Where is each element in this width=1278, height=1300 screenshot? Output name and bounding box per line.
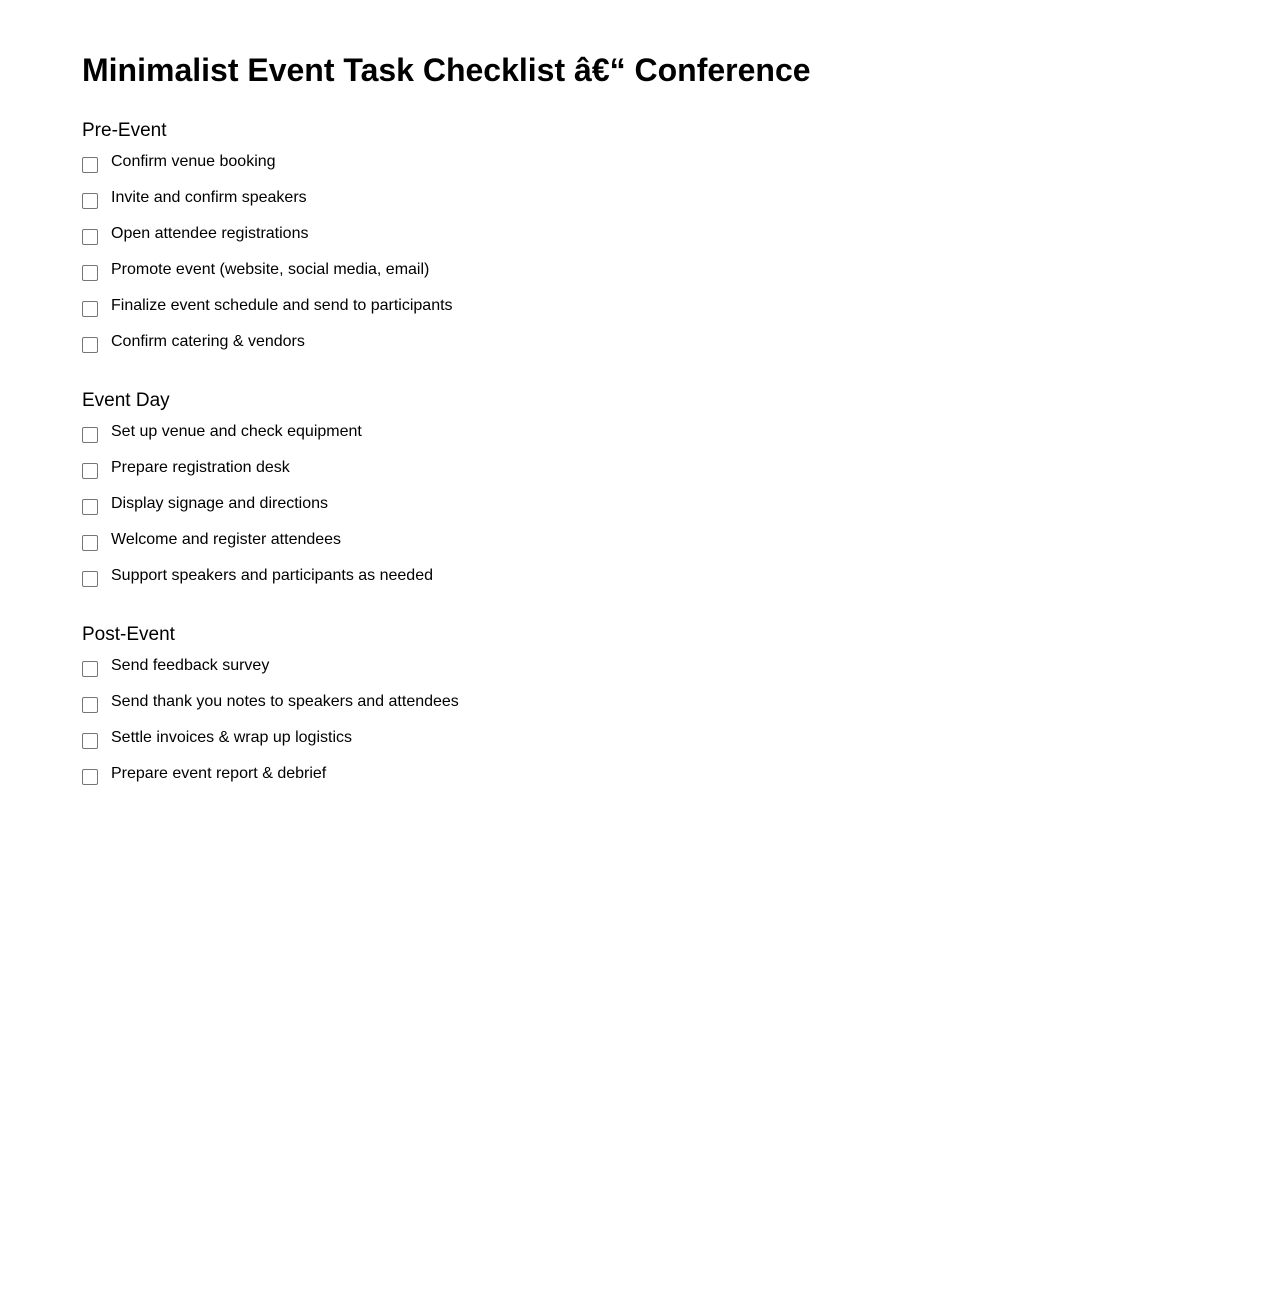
task-label[interactable]: Settle invoices & wrap up logistics: [111, 729, 352, 746]
task-checkbox[interactable]: [82, 499, 98, 515]
task-item: [82, 425, 433, 461]
task-list: [82, 425, 433, 605]
task-checkbox[interactable]: [82, 427, 98, 443]
page-title: Minimalist Event Task Checklist â€“ Conference: [82, 52, 811, 88]
task-item: [82, 191, 453, 227]
task-item: [82, 227, 453, 263]
task-checkbox[interactable]: [82, 193, 98, 209]
task-checkbox[interactable]: [82, 697, 98, 713]
task-label[interactable]: Prepare event report & debrief: [111, 765, 327, 782]
task-checkbox[interactable]: [82, 535, 98, 551]
task-item: [82, 263, 453, 299]
task-label[interactable]: Confirm venue booking: [111, 153, 276, 170]
task-label[interactable]: Display signage and directions: [111, 495, 329, 512]
task-checkbox[interactable]: [82, 229, 98, 245]
task-list: [82, 155, 453, 371]
section-heading: Pre-Event: [82, 120, 167, 141]
task-list: [82, 659, 459, 803]
task-item: [82, 695, 459, 731]
task-checkbox[interactable]: [82, 157, 98, 173]
task-item: [82, 335, 453, 371]
task-label[interactable]: Set up venue and check equipment: [111, 423, 362, 440]
task-item: [82, 461, 433, 497]
task-label[interactable]: Invite and confirm speakers: [111, 189, 307, 206]
section-heading: Event Day: [82, 390, 170, 411]
task-label[interactable]: Promote event (website, social media, email): [111, 261, 430, 278]
task-item: [82, 731, 459, 767]
task-checkbox[interactable]: [82, 463, 98, 479]
task-item: [82, 497, 433, 533]
task-checkbox[interactable]: [82, 265, 98, 281]
task-label[interactable]: Welcome and register attendees: [111, 531, 342, 548]
task-item: [82, 155, 453, 191]
task-checkbox[interactable]: [82, 571, 98, 587]
task-label[interactable]: Send thank you notes to speakers and attendees: [111, 693, 459, 710]
task-checkbox[interactable]: [82, 733, 98, 749]
task-label[interactable]: Confirm catering & vendors: [111, 333, 305, 350]
task-label[interactable]: Finalize event schedule and send to participants: [111, 297, 453, 314]
section-pre-event: [82, 119, 453, 371]
section-post-event: [82, 623, 459, 803]
task-label[interactable]: Open attendee registrations: [111, 225, 309, 242]
task-label[interactable]: Support speakers and participants as needed: [111, 567, 433, 584]
task-item: [82, 533, 433, 569]
task-item: [82, 659, 459, 695]
task-label[interactable]: Send feedback survey: [111, 657, 270, 674]
task-item: [82, 569, 433, 605]
section-event-day: [82, 389, 433, 605]
task-checkbox[interactable]: [82, 301, 98, 317]
task-label[interactable]: Prepare registration desk: [111, 459, 290, 476]
task-checkbox[interactable]: [82, 337, 98, 353]
section-heading: Post-Event: [82, 624, 175, 645]
task-checkbox[interactable]: [82, 769, 98, 785]
task-item: [82, 299, 453, 335]
task-checkbox[interactable]: [82, 661, 98, 677]
task-item: [82, 767, 459, 803]
